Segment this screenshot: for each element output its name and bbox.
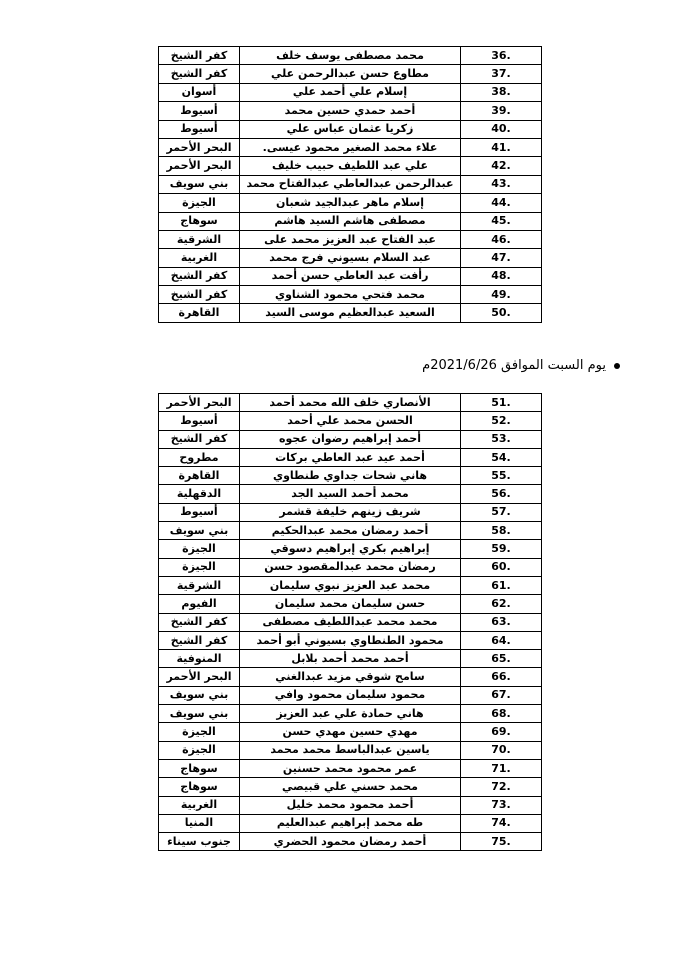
table-row xyxy=(159,613,542,631)
number-cell: 49. xyxy=(461,286,542,304)
table-row xyxy=(159,230,542,248)
name-cell: علي عبد اللطيف حبيب خليف xyxy=(240,157,461,175)
table-row xyxy=(159,394,542,412)
table-row xyxy=(159,668,542,686)
governorate-cell: القاهرة xyxy=(159,304,240,322)
number-cell: 53. xyxy=(461,430,542,448)
name-cell: مطاوع حسن عبدالرحمن علي xyxy=(240,65,461,83)
name-cell: أحمد رمضان محمود الحضري xyxy=(240,833,461,851)
number-cell: 36. xyxy=(461,47,542,65)
governorate-cell: المنوفية xyxy=(159,650,240,668)
number-cell: 55. xyxy=(461,467,542,485)
name-cell: هاني شحات جداوي طنطاوي xyxy=(240,467,461,485)
table-row xyxy=(159,47,542,65)
name-cell: أحمد محمود محمد خليل xyxy=(240,796,461,814)
name-cell: أحمد رمضان محمد عبدالحكيم xyxy=(240,522,461,540)
number-cell: 52. xyxy=(461,412,542,430)
table-row xyxy=(159,686,542,704)
number-cell: 72. xyxy=(461,778,542,796)
table-row xyxy=(159,540,542,558)
name-cell: محمد عبد العزيز نبوي سليمان xyxy=(240,576,461,594)
roster-table-2 xyxy=(158,393,542,851)
table-row xyxy=(159,650,542,668)
governorate-cell: الشرقية xyxy=(159,576,240,594)
name-cell: محمد أحمد السيد الجد xyxy=(240,485,461,503)
governorate-cell: كفر الشيخ xyxy=(159,267,240,285)
table-row xyxy=(159,778,542,796)
name-cell: رأفت عبد العاطي حسن أحمد xyxy=(240,267,461,285)
name-cell: إسلام ماهر عبدالجيد شعبان xyxy=(240,194,461,212)
name-cell: هاني حمادة علي عبد العزيز xyxy=(240,705,461,723)
number-cell: 68. xyxy=(461,705,542,723)
table-row xyxy=(159,157,542,175)
table-row xyxy=(159,705,542,723)
governorate-cell: سوهاج xyxy=(159,212,240,230)
name-cell: الحسن محمد علي أحمد xyxy=(240,412,461,430)
name-cell: محمد فتحي محمود الشناوي xyxy=(240,286,461,304)
table-row xyxy=(159,83,542,101)
governorate-cell: بني سويف xyxy=(159,175,240,193)
governorate-cell: بني سويف xyxy=(159,686,240,704)
governorate-cell: المنيا xyxy=(159,814,240,832)
number-cell: 70. xyxy=(461,741,542,759)
number-cell: 65. xyxy=(461,650,542,668)
number-cell: 54. xyxy=(461,448,542,466)
governorate-cell: أسوان xyxy=(159,83,240,101)
number-cell: 44. xyxy=(461,194,542,212)
name-cell: ياسين عبدالباسط محمد محمد xyxy=(240,741,461,759)
governorate-cell: مطروح xyxy=(159,448,240,466)
governorate-cell: الجيزة xyxy=(159,194,240,212)
governorate-cell: أسيوط xyxy=(159,120,240,138)
number-cell: 42. xyxy=(461,157,542,175)
number-cell: 41. xyxy=(461,138,542,156)
name-cell: مصطفى هاشم السيد هاشم xyxy=(240,212,461,230)
number-cell: 67. xyxy=(461,686,542,704)
roster-table-2-body xyxy=(159,394,542,851)
table-row xyxy=(159,65,542,83)
governorate-cell: بني سويف xyxy=(159,705,240,723)
table-row xyxy=(159,503,542,521)
table-row xyxy=(159,212,542,230)
number-cell: 64. xyxy=(461,631,542,649)
name-cell: محمد حسني علي قبيصي xyxy=(240,778,461,796)
bullet-icon xyxy=(614,363,620,369)
number-cell: 63. xyxy=(461,613,542,631)
number-cell: 74. xyxy=(461,814,542,832)
table-row xyxy=(159,814,542,832)
governorate-cell: البحر الأحمر xyxy=(159,668,240,686)
table-row xyxy=(159,138,542,156)
number-cell: 56. xyxy=(461,485,542,503)
number-cell: 73. xyxy=(461,796,542,814)
table-row xyxy=(159,759,542,777)
roster-table-1-body xyxy=(159,47,542,323)
name-cell: عبد السلام بسيوني فرج محمد xyxy=(240,249,461,267)
roster-table-1 xyxy=(158,46,542,323)
governorate-cell: بني سويف xyxy=(159,522,240,540)
name-cell: أحمد عيد عبد العاطي بركات xyxy=(240,448,461,466)
number-cell: 66. xyxy=(461,668,542,686)
table-row xyxy=(159,249,542,267)
number-cell: 61. xyxy=(461,576,542,594)
name-cell: الأنصاري خلف الله محمد أحمد xyxy=(240,394,461,412)
number-cell: 46. xyxy=(461,230,542,248)
table-row xyxy=(159,120,542,138)
name-cell: سامح شوقي مزيد عبدالغني xyxy=(240,668,461,686)
table-row xyxy=(159,522,542,540)
table-row xyxy=(159,576,542,594)
table-row xyxy=(159,102,542,120)
governorate-cell: الجيزة xyxy=(159,540,240,558)
table-row xyxy=(159,631,542,649)
name-cell: إسلام علي أحمد علي xyxy=(240,83,461,101)
governorate-cell: الجيزة xyxy=(159,723,240,741)
number-cell: 50. xyxy=(461,304,542,322)
name-cell: أحمد محمد أحمد بلابل xyxy=(240,650,461,668)
governorate-cell: كفر الشيخ xyxy=(159,613,240,631)
number-cell: 69. xyxy=(461,723,542,741)
number-cell: 57. xyxy=(461,503,542,521)
table-row xyxy=(159,558,542,576)
name-cell: عبدالرحمن عبدالعاطي عبدالفتاح محمد xyxy=(240,175,461,193)
number-cell: 75. xyxy=(461,833,542,851)
table-row xyxy=(159,286,542,304)
name-cell: شريف زينهم خليفة قشمر xyxy=(240,503,461,521)
table-row xyxy=(159,485,542,503)
table-row xyxy=(159,267,542,285)
table-row xyxy=(159,723,542,741)
governorate-cell: جنوب سيناء xyxy=(159,833,240,851)
name-cell: محمود الطنطاوي بسيوني أبو أحمد xyxy=(240,631,461,649)
name-cell: محمد محمد عبداللطيف مصطفى xyxy=(240,613,461,631)
name-cell: علاء محمد الصغير محمود عيسى. xyxy=(240,138,461,156)
name-cell: زكريا عثمان عباس علي xyxy=(240,120,461,138)
table-row xyxy=(159,796,542,814)
day-heading-text: يوم السبت الموافق 2021/6/26م xyxy=(422,358,606,373)
governorate-cell: الغربية xyxy=(159,249,240,267)
table-row xyxy=(159,833,542,851)
governorate-cell: أسيوط xyxy=(159,503,240,521)
governorate-cell: سوهاج xyxy=(159,759,240,777)
table-row xyxy=(159,304,542,322)
name-cell: حسن سليمان محمد سليمان xyxy=(240,595,461,613)
name-cell: عمر محمود محمد حسنين xyxy=(240,759,461,777)
number-cell: 59. xyxy=(461,540,542,558)
name-cell: طه محمد إبراهيم عبدالعليم xyxy=(240,814,461,832)
name-cell: أحمد حمدي حسين محمد xyxy=(240,102,461,120)
name-cell: محمود سليمان محمود وافي xyxy=(240,686,461,704)
governorate-cell: كفر الشيخ xyxy=(159,430,240,448)
table-row xyxy=(159,430,542,448)
governorate-cell: الغربية xyxy=(159,796,240,814)
governorate-cell: البحر الأحمر xyxy=(159,157,240,175)
number-cell: 39. xyxy=(461,102,542,120)
number-cell: 43. xyxy=(461,175,542,193)
governorate-cell: أسيوط xyxy=(159,412,240,430)
table-row xyxy=(159,412,542,430)
number-cell: 71. xyxy=(461,759,542,777)
governorate-cell: الشرقية xyxy=(159,230,240,248)
name-cell: عبد الفتاح عبد العزيز محمد على xyxy=(240,230,461,248)
governorate-cell: سوهاج xyxy=(159,778,240,796)
governorate-cell: كفر الشيخ xyxy=(159,65,240,83)
name-cell: محمد مصطفى يوسف خلف xyxy=(240,47,461,65)
name-cell: إبراهيم بكري إبراهيم دسوقي xyxy=(240,540,461,558)
number-cell: 51. xyxy=(461,394,542,412)
number-cell: 62. xyxy=(461,595,542,613)
table-row xyxy=(159,448,542,466)
governorate-cell: البحر الأحمر xyxy=(159,394,240,412)
governorate-cell: كفر الشيخ xyxy=(159,631,240,649)
governorate-cell: أسيوط xyxy=(159,102,240,120)
governorate-cell: الجيزة xyxy=(159,741,240,759)
number-cell: 37. xyxy=(461,65,542,83)
table-row xyxy=(159,741,542,759)
governorate-cell: كفر الشيخ xyxy=(159,47,240,65)
number-cell: 60. xyxy=(461,558,542,576)
name-cell: رمضان محمد عبدالمقصود حسن xyxy=(240,558,461,576)
governorate-cell: القاهرة xyxy=(159,467,240,485)
number-cell: 48. xyxy=(461,267,542,285)
number-cell: 38. xyxy=(461,83,542,101)
number-cell: 40. xyxy=(461,120,542,138)
table-row xyxy=(159,467,542,485)
name-cell: أحمد إبراهيم رضوان عجوه xyxy=(240,430,461,448)
name-cell: السعيد عبدالعظيم موسى السيد xyxy=(240,304,461,322)
governorate-cell: كفر الشيخ xyxy=(159,286,240,304)
name-cell: مهدي حسين مهدي حسن xyxy=(240,723,461,741)
number-cell: 47. xyxy=(461,249,542,267)
table-row xyxy=(159,175,542,193)
governorate-cell: الدقهلية xyxy=(159,485,240,503)
table-row xyxy=(159,194,542,212)
number-cell: 45. xyxy=(461,212,542,230)
table-row xyxy=(159,595,542,613)
governorate-cell: البحر الأحمر xyxy=(159,138,240,156)
governorate-cell: الجيزة xyxy=(159,558,240,576)
day-heading xyxy=(380,358,620,373)
governorate-cell: الفيوم xyxy=(159,595,240,613)
number-cell: 58. xyxy=(461,522,542,540)
